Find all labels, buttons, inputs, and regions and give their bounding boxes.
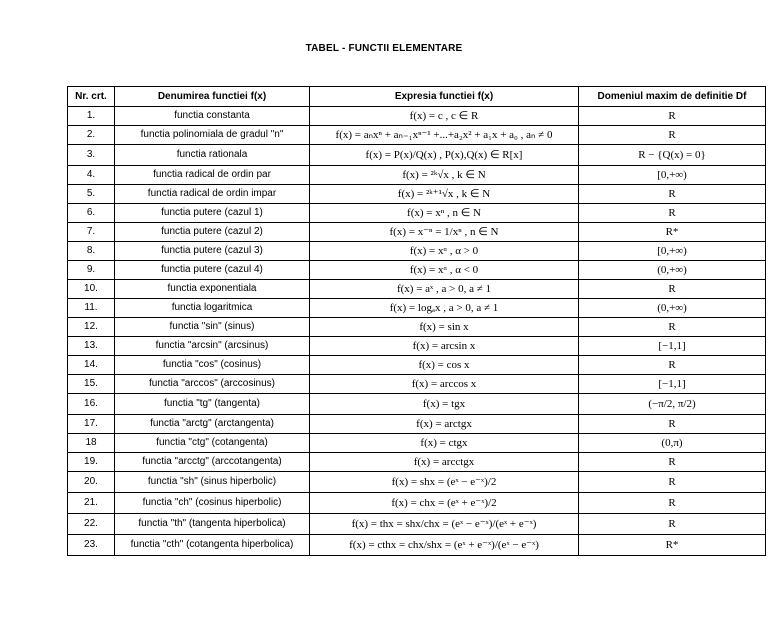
table-row [68, 166, 766, 185]
cell-nr: 19. [68, 453, 115, 472]
cell-name: functia "arctg" (arctangenta) [115, 415, 310, 434]
cell-expression: f(x) = arctgx [310, 415, 579, 434]
cell-nr: 17. [68, 415, 115, 434]
table-row [68, 261, 766, 280]
cell-nr: 15. [68, 375, 115, 394]
table-row [68, 453, 766, 472]
cell-name: functia putere (cazul 2) [115, 223, 310, 242]
cell-expression: f(x) = P(x)/Q(x) , P(x),Q(x) ∈ R[x] [310, 145, 579, 166]
cell-name: functia "arccos" (arccosinus) [115, 375, 310, 394]
cell-expression: f(x) = c , c ∈ R [310, 107, 579, 126]
header-expression: Expresia functiei f(x) [310, 87, 579, 107]
cell-nr: 13. [68, 337, 115, 356]
cell-expression: f(x) = ²ᵏ√x , k ∈ N [310, 166, 579, 185]
cell-nr: 5. [68, 185, 115, 204]
cell-domain: R [579, 453, 766, 472]
cell-nr: 3. [68, 145, 115, 166]
cell-name: functia "cth" (cotangenta hiperbolica) [115, 535, 310, 556]
cell-domain: R [579, 280, 766, 299]
cell-expression: f(x) = aₙxⁿ + aₙ₋₁xⁿ⁻¹ +...+a₂x² + a₁x + a₀ , aₙ ≠ 0 [310, 126, 579, 145]
table-row [68, 242, 766, 261]
cell-name: functia logaritmica [115, 299, 310, 318]
cell-expression: f(x) = tgx [310, 394, 579, 415]
table-row [68, 415, 766, 434]
cell-domain: R [579, 318, 766, 337]
cell-expression: f(x) = arccos x [310, 375, 579, 394]
cell-expression: f(x) = logₐx , a > 0, a ≠ 1 [310, 299, 579, 318]
cell-nr: 16. [68, 394, 115, 415]
cell-expression: f(x) = chx = (eˣ + e⁻ˣ)/2 [310, 493, 579, 514]
cell-domain: R [579, 185, 766, 204]
table-row [68, 145, 766, 166]
header-name: Denumirea functiei f(x) [115, 87, 310, 107]
cell-name: functia "sh" (sinus hiperbolic) [115, 472, 310, 493]
table-row [68, 185, 766, 204]
cell-domain: R [579, 126, 766, 145]
functions-table [67, 86, 766, 556]
cell-name: functia rationala [115, 145, 310, 166]
cell-nr: 6. [68, 204, 115, 223]
table-row [68, 126, 766, 145]
cell-expression: f(x) = sin x [310, 318, 579, 337]
cell-name: functia constanta [115, 107, 310, 126]
table-header-row [68, 87, 766, 107]
cell-nr: 20. [68, 472, 115, 493]
cell-expression: f(x) = arcctgx [310, 453, 579, 472]
cell-expression: f(x) = cthx = chx/shx = (eˣ + e⁻ˣ)/(eˣ − e⁻ˣ) [310, 535, 579, 556]
cell-nr: 4. [68, 166, 115, 185]
cell-domain: (0,+∞) [579, 261, 766, 280]
cell-domain: R [579, 472, 766, 493]
cell-domain: [−1,1] [579, 337, 766, 356]
cell-nr: 21. [68, 493, 115, 514]
cell-nr: 14. [68, 356, 115, 375]
cell-nr: 11. [68, 299, 115, 318]
cell-domain: (0,+∞) [579, 299, 766, 318]
cell-domain: R − {Q(x) = 0} [579, 145, 766, 166]
table-row [68, 223, 766, 242]
cell-name: functia "ch" (cosinus hiperbolic) [115, 493, 310, 514]
cell-name: functia radical de ordin par [115, 166, 310, 185]
table-row [68, 204, 766, 223]
cell-nr: 9. [68, 261, 115, 280]
table-row [68, 493, 766, 514]
cell-domain: R* [579, 535, 766, 556]
cell-expression: f(x) = shx = (eˣ − e⁻ˣ)/2 [310, 472, 579, 493]
cell-nr: 23. [68, 535, 115, 556]
cell-name: functia "tg" (tangenta) [115, 394, 310, 415]
header-nr: Nr. crt. [68, 87, 115, 107]
cell-expression: f(x) = arcsin x [310, 337, 579, 356]
cell-name: functia exponentiala [115, 280, 310, 299]
cell-name: functia polinomiala de gradul "n" [115, 126, 310, 145]
cell-domain: R [579, 107, 766, 126]
table-row [68, 472, 766, 493]
cell-nr: 7. [68, 223, 115, 242]
cell-expression: f(x) = x⁻ⁿ = 1/xⁿ , n ∈ N [310, 223, 579, 242]
table-row [68, 394, 766, 415]
cell-expression: f(x) = thx = shx/chx = (eˣ − e⁻ˣ)/(eˣ + e⁻ˣ) [310, 514, 579, 535]
cell-expression: f(x) = xᵅ , α > 0 [310, 242, 579, 261]
cell-nr: 2. [68, 126, 115, 145]
table-row [68, 514, 766, 535]
cell-nr: 1. [68, 107, 115, 126]
cell-nr: 10. [68, 280, 115, 299]
cell-nr: 12. [68, 318, 115, 337]
page-title: TABEL - FUNCTII ELEMENTARE [305, 43, 463, 54]
table-row [68, 535, 766, 556]
table-row [68, 375, 766, 394]
cell-domain: (−π/2, π/2) [579, 394, 766, 415]
cell-expression: f(x) = aˣ , a > 0, a ≠ 1 [310, 280, 579, 299]
cell-name: functia "arcctg" (arccotangenta) [115, 453, 310, 472]
cell-name: functia putere (cazul 3) [115, 242, 310, 261]
cell-name: functia "arcsin" (arcsinus) [115, 337, 310, 356]
cell-name: functia putere (cazul 4) [115, 261, 310, 280]
table-row [68, 337, 766, 356]
table-row [68, 107, 766, 126]
cell-domain: R [579, 514, 766, 535]
cell-name: functia "cos" (cosinus) [115, 356, 310, 375]
cell-expression: f(x) = ²ᵏ⁺¹√x , k ∈ N [310, 185, 579, 204]
cell-domain: (0,π) [579, 434, 766, 453]
table-row [68, 299, 766, 318]
cell-nr: 18 [68, 434, 115, 453]
cell-name: functia "ctg" (cotangenta) [115, 434, 310, 453]
cell-nr: 22. [68, 514, 115, 535]
cell-domain: [−1,1] [579, 375, 766, 394]
cell-expression: f(x) = xⁿ , n ∈ N [310, 204, 579, 223]
cell-expression: f(x) = cos x [310, 356, 579, 375]
table-row [68, 356, 766, 375]
cell-domain: R* [579, 223, 766, 242]
cell-expression: f(x) = xᵅ , α < 0 [310, 261, 579, 280]
cell-name: functia putere (cazul 1) [115, 204, 310, 223]
cell-name: functia radical de ordin impar [115, 185, 310, 204]
table-row [68, 280, 766, 299]
cell-domain: [0,+∞) [579, 166, 766, 185]
cell-name: functia "th" (tangenta hiperbolica) [115, 514, 310, 535]
header-domain: Domeniul maxim de definitie Df [579, 87, 766, 107]
cell-domain: R [579, 493, 766, 514]
cell-name: functia "sin" (sinus) [115, 318, 310, 337]
cell-domain: R [579, 204, 766, 223]
cell-nr: 8. [68, 242, 115, 261]
cell-expression: f(x) = ctgx [310, 434, 579, 453]
cell-domain: [0,+∞) [579, 242, 766, 261]
table-row [68, 318, 766, 337]
table-row [68, 434, 766, 453]
cell-domain: R [579, 356, 766, 375]
cell-domain: R [579, 415, 766, 434]
